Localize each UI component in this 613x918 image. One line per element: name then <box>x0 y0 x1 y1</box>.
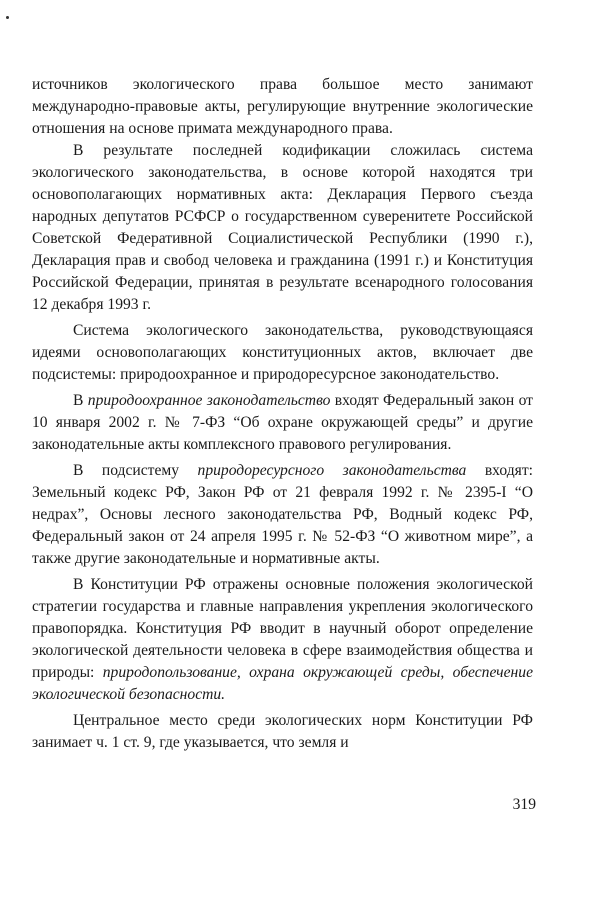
text-run: В <box>73 392 88 409</box>
text-run: В результате последней кодификации сложилась система экологического законодательства, в основе которой находятся три основополагающих нормативных акта: Декларация Первого съезда народных депутатов РСФСР о государственном суверенитете Российской Советской Федеративной Социалистической Республики (1990 г.), Декларация прав и свобод человека и гражданина (1991 г.) и Конституция Российской Федерации, принятая в результате всенародного голосования 12 декабря 1993 г. <box>32 142 533 313</box>
paragraph <box>32 574 533 706</box>
book-page-text <box>32 74 533 754</box>
page-number: 319 <box>512 796 536 813</box>
text-run: Центральное место среди экологических норм Конституции РФ занимает ч. 1 ст. 9, где указывается, что земля и <box>32 712 533 751</box>
paragraph <box>32 390 533 456</box>
scan-speck <box>6 16 9 19</box>
paragraph <box>32 140 533 316</box>
paragraph <box>32 710 533 754</box>
text-run: В Конституции РФ отражены основные положения экологической стратегии государства и главные направления укрепления экологического правопорядка. Конституция РФ вводит в научный оборот определение экологической деятельности человека в сфере взаимодействия общества и природы: <box>32 576 533 681</box>
text-run: В подсистему <box>73 462 198 479</box>
text-run: Система экологического законодательства, руководствующаяся идеями основополагающих конституционных актов, включает две подсистемы: природоохранное и природоресурсное законодательство. <box>32 322 533 383</box>
italic-term: природоресурсного законодательства <box>197 462 467 479</box>
text-run: входят Федеральный закон от 10 января 2002 г. № 7-ФЗ “Об охране окружающей среды” и другие законодательные акты комплексного правового регулирования. <box>32 392 533 453</box>
paragraph <box>32 320 533 386</box>
text-run: источников экологического права большое место занимают международно-правовые акты, регулирующие внутренние экологические отношения на основе примата международного права. <box>32 76 533 137</box>
paragraph <box>32 460 533 570</box>
paragraph <box>32 74 533 140</box>
italic-term: природоохранное законодательство <box>87 392 331 409</box>
italic-term: природопользование, охрана окружающей среды, обеспечение экологической безопасности. <box>32 664 533 703</box>
text-run: входят: Земельный кодекс РФ, Закон РФ от 21 февраля 1992 г. № 2395-I “О недрах”, Основы лесного законодательства РФ, Водный кодекс РФ, Федеральный закон от 24 апреля 1995 г. № 52-ФЗ “О животном мире”, а также другие законодательные и нормативные акты. <box>32 462 533 567</box>
